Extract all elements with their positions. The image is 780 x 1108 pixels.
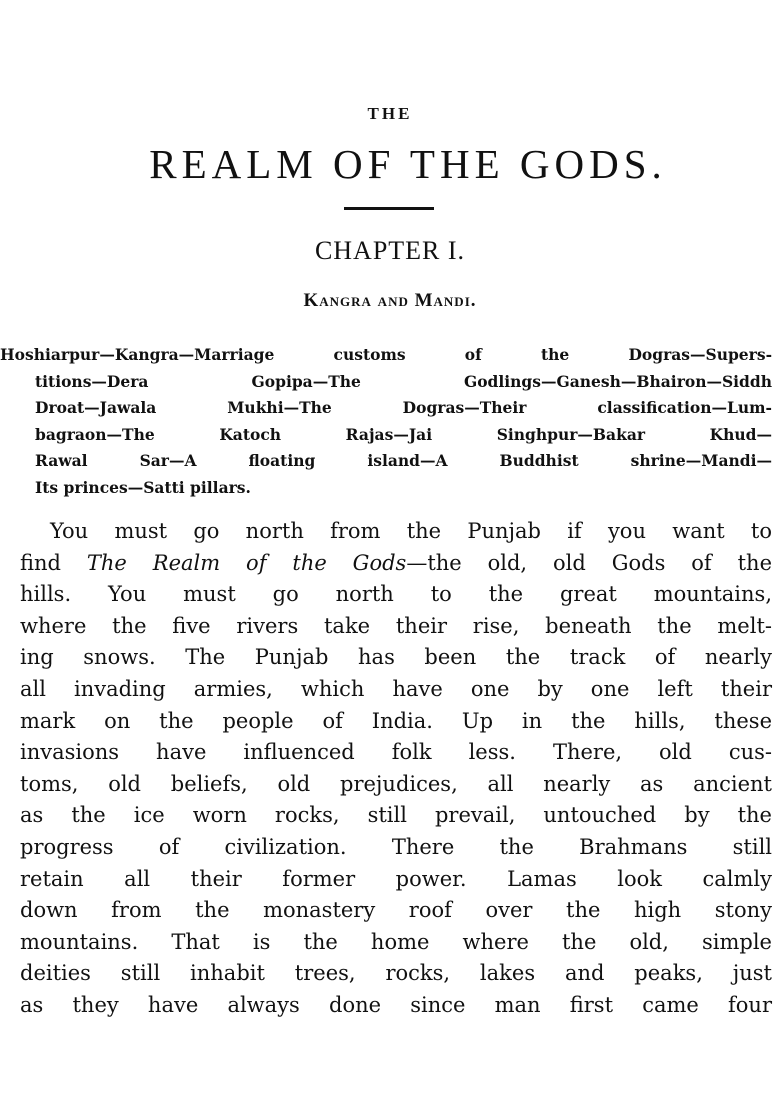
body-line-start: find The Realm of the Gods—the old, old Gods of the xyxy=(20,550,772,575)
body-line: as the ice worn rocks, still prevail, untouched by the xyxy=(20,803,772,828)
body-line: hills. You must go north to the great mountains, xyxy=(20,582,772,607)
body-line: progress of civilization. There the Brahmans still xyxy=(20,834,772,859)
synopsis-line: Rawal Sar—A floating island—A Buddhist shrine—Mandi— xyxy=(35,451,772,470)
body-line: all invading armies, which have one by one left their xyxy=(20,676,772,701)
title-the: THE xyxy=(367,104,413,123)
synopsis-line: Hoshiarpur—Kangra—Marriage customs of the Dogras—Supers- xyxy=(0,345,772,364)
synopsis-line: Its princes—Satti pillars. xyxy=(35,477,251,497)
body-line: You must go north from the Punjab if you want to xyxy=(50,519,772,543)
body-line: down from the monastery roof over the high stony xyxy=(20,898,772,923)
chapter-number: CHAPTER I. xyxy=(314,236,466,265)
body-line: deities still inhabit trees, rocks, lakes and peaks, just xyxy=(20,961,772,986)
body-line: mark on the people of India. Up in the hills, these xyxy=(20,708,772,733)
body-line: toms, old beliefs, old prejudices, all nearly as ancient xyxy=(20,771,772,796)
synopsis-line: bagraon—The Katoch Rajas—Jai Singhpur—Bakar Khud— xyxy=(35,424,772,444)
book-title: REALM OF THE GODS. xyxy=(149,141,667,187)
body-text xyxy=(20,516,772,1022)
synopsis-line: Droat—Jawala Mukhi—The Dogras—Their classification—Lum- xyxy=(35,398,772,417)
chapter-subtitle: Kangra and Mandi. xyxy=(303,290,477,311)
synopsis-line: titions—Dera Gopipa—The Godlings—Ganesh—Bhairon—Siddh xyxy=(35,371,772,391)
italic-title: The Realm of the Gods xyxy=(86,550,407,575)
chapter-synopsis xyxy=(0,342,772,501)
title-divider xyxy=(344,207,434,210)
body-line: as they have always done since man first came four xyxy=(20,992,772,1017)
body-line: retain all their former power. Lamas look calmly xyxy=(20,866,772,891)
body-line: mountains. That is the home where the old, simple xyxy=(20,929,772,954)
body-line: ing snows. The Punjab has been the track of nearly xyxy=(20,645,772,670)
body-line xyxy=(20,548,772,580)
body-line: invasions have influenced folk less. There, old cus- xyxy=(20,740,772,765)
body-line: where the five rivers take their rise, beneath the melt- xyxy=(20,613,772,638)
